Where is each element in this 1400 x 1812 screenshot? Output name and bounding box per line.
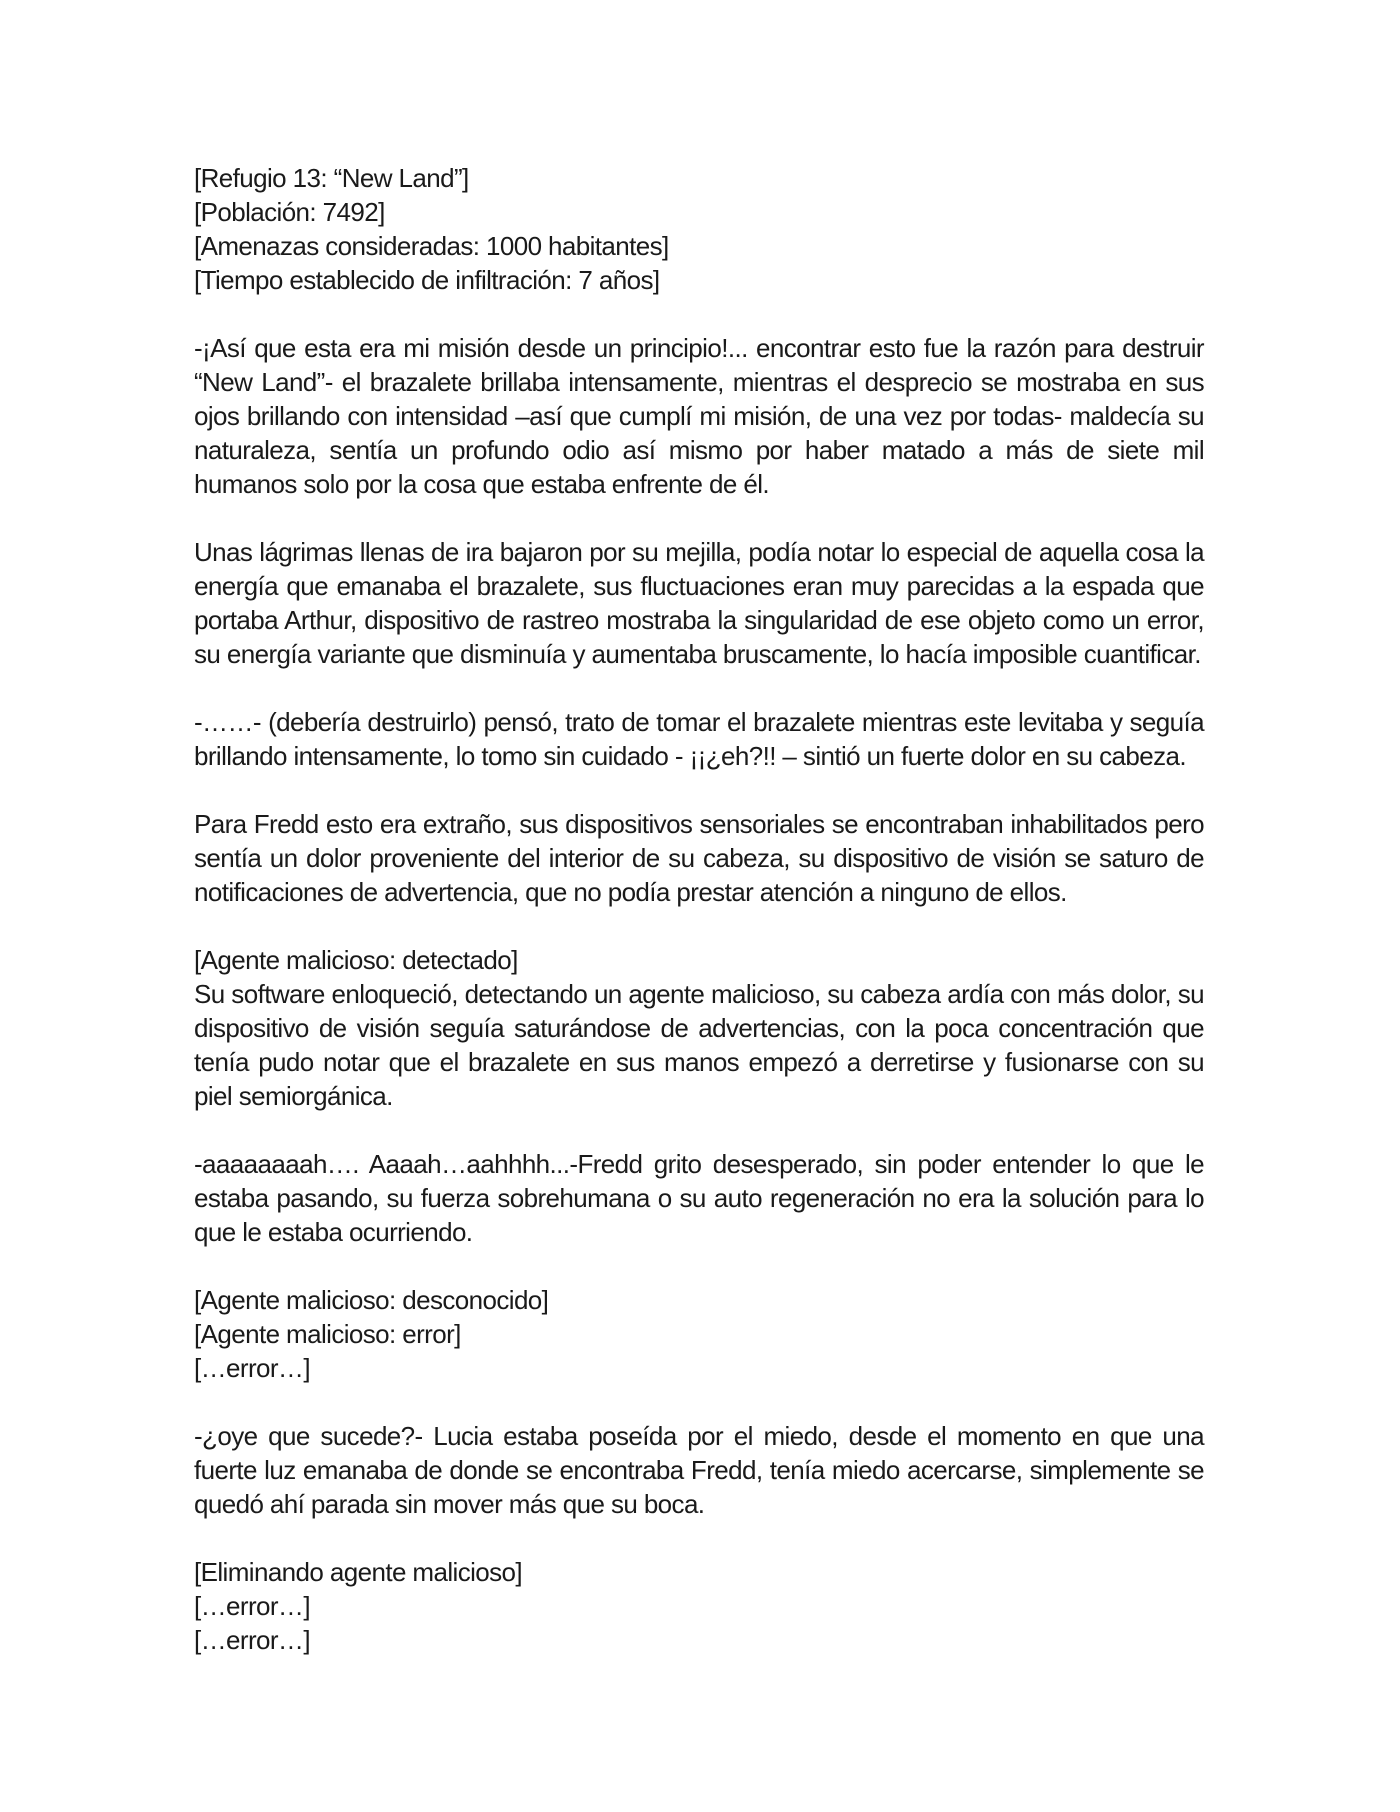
status-line: […error…] [194, 1591, 310, 1621]
status-line: [Agente malicioso: error] [194, 1319, 461, 1349]
paragraph [194, 535, 1204, 671]
paragraph-text: -¿oye que sucede?- Lucia estaba poseída por el miedo, desde el momento en que una fuerte luz emanaba de donde se encontraba Fredd, tenía miedo acercarse, simplemente se quedó ahí parada sin mover más que su boca. [194, 1421, 1204, 1519]
paragraph [194, 1419, 1204, 1521]
paragraph [194, 705, 1204, 773]
paragraph [194, 807, 1204, 909]
status-line: [Agente malicioso: detectado] [194, 945, 518, 975]
status-line: […error…] [194, 1353, 310, 1383]
status-line: [Refugio 13: “New Land”] [194, 163, 469, 193]
status-line: [Agente malicioso: desconocido] [194, 1285, 549, 1315]
status-line: [Población: 7492] [194, 197, 385, 227]
status-line: [Tiempo establecido de infiltración: 7 años] [194, 265, 660, 295]
paragraph [194, 331, 1204, 501]
paragraph-text: Su software enloqueció, detectando un agente malicioso, su cabeza ardía con más dolor, su dispositivo de visión seguía saturándose de advertencias, con la poca concentración que tenía pudo notar que el brazalete en sus manos empezó a derretirse y fusionarse con su piel semiorgánica. [194, 979, 1204, 1111]
status-line: […error…] [194, 1625, 310, 1655]
paragraph-text: -……- (debería destruirlo) pensó, trato de tomar el brazalete mientras este levitaba y seguía brillando intensamente, lo tomo sin cuidado - ¡¡¿eh?!! – sintió un fuerte dolor en su cabeza. [194, 707, 1204, 771]
paragraph-text: -¡Así que esta era mi misión desde un principio!... encontrar esto fue la razón para destruir “New Land”- el brazalete brillaba intensamente, mientras el desprecio se mostraba en sus ojos brillando con intensidad –así que cumplí mi misión, de una vez por todas- maldecía su naturaleza, sentía un profundo odio así mismo por haber matado a más de siete mil humanos solo por la cosa que estaba enfrente de él. [194, 333, 1204, 499]
paragraph-text: -aaaaaaaah…. Aaaah…aahhhh...-Fredd grito desesperado, sin poder entender lo que le estaba pasando, su fuerza sobrehumana o su auto regeneración no era la solución para lo que le estaba ocurriendo. [194, 1149, 1204, 1247]
paragraph-text: Para Fredd esto era extraño, sus dispositivos sensoriales se encontraban inhabilitados pero sentía un dolor proveniente del interior de su cabeza, su dispositivo de visión se saturo de notificaciones de advertencia, que no podía prestar atención a ninguno de ellos. [194, 809, 1204, 907]
status-line: [Amenazas consideradas: 1000 habitantes] [194, 231, 669, 261]
status-block-eliminating [194, 1555, 1204, 1657]
status-block-error [194, 1283, 1204, 1385]
mixed-block-detected [194, 943, 1204, 1113]
status-block-refugio [194, 161, 1204, 297]
paragraph [194, 1147, 1204, 1249]
status-line: [Eliminando agente malicioso] [194, 1557, 523, 1587]
paragraph-text: Unas lágrimas llenas de ira bajaron por su mejilla, podía notar lo especial de aquella cosa la energía que emanaba el brazalete, sus fluctuaciones eran muy parecidas a la espada que portaba Arthur, dispositivo de rastreo mostraba la singularidad de ese objeto como un error, su energía variante que disminuía y aumentaba bruscamente, lo hacía imposible cuantificar. [194, 537, 1204, 669]
document-page [194, 161, 1204, 1691]
